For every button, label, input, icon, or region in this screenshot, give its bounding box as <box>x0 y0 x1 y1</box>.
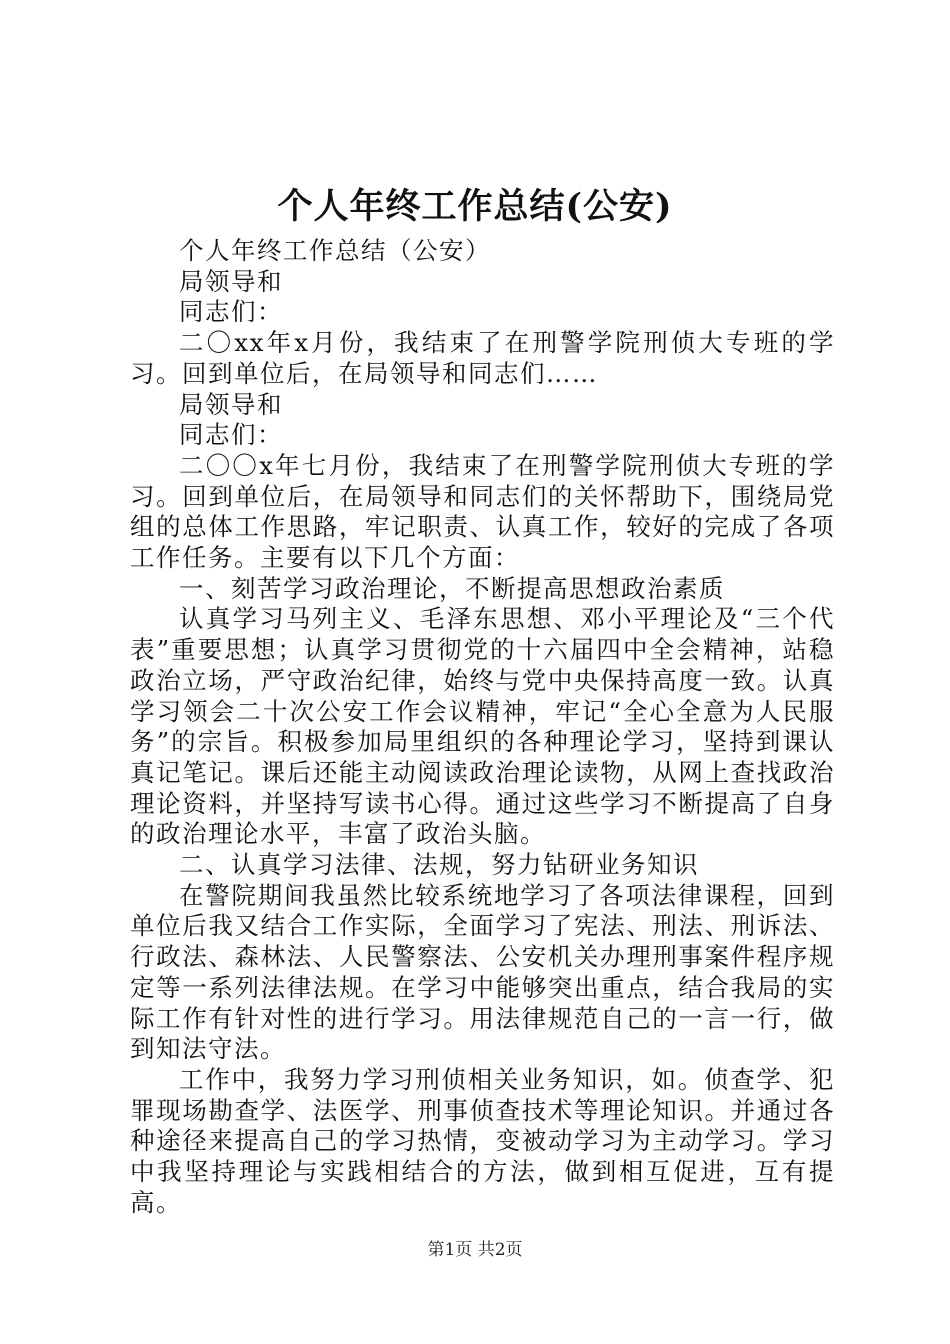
paragraph-intro: 二〇〇x年七月份，我结束了在刑警学院刑侦大专班的学习。回到单位后，在局领导和同志们的关怀帮助下，围绕局党组的总体工作思路，牢记职责、认真工作，较好的完成了各项工作任务。主要有以下几个方面： <box>130 450 835 573</box>
paragraph-salutation-1: 局领导和 <box>179 266 283 296</box>
paragraph-section-2a: 在警院期间我虽然比较系统地学习了各项法律课程，回到单位后我又结合工作实际，全面学习了宪法、刑法、刑诉法、行政法、森林法、人民警察法、公安机关办理刑事案件程序规定等一系列法律法规。在学习中能够突出重点，结合我局的实际工作有针对性的进行学习。用法律规范自己的一言一行，做到知法守法。 <box>130 880 835 1064</box>
section-heading-1: 一、刻苦学习政治理论，不断提高思想政治素质 <box>179 573 725 603</box>
paragraph-salutation-3: 局领导和 <box>179 389 283 419</box>
page-title: 个人年终工作总结(公安) <box>277 186 673 227</box>
paragraph-salutation-2: 同志们： <box>179 297 283 327</box>
section-heading-2: 二、认真学习法律、法规，努力钻研业务知识 <box>179 850 699 880</box>
paragraph-subtitle: 个人年终工作总结（公安） <box>179 236 491 265</box>
page-number-footer: 第1页 共2页 <box>427 1240 523 1260</box>
paragraph-section-1: 认真学习马列主义、毛泽东思想、邓小平理论及“三个代表”重要思想；认真学习贯彻党的十六届四中全会精神，站稳政治立场，严守政治纪律，始终与党中央保持高度一致。认真学习领会二十次公安工作会议精神，牢记“全心全意为人民服务”的宗旨。积极参加局里组织的各种理论学习，坚持到课认真记笔记。课后还能主动阅读政治理论读物，从网上查找政治理论资料，并坚持写读书心得。通过这些学习不断提高了自身的政治理论水平，丰富了政治头脑。 <box>130 604 835 849</box>
paragraph-salutation-4: 同志们： <box>179 420 283 450</box>
paragraph-section-2b: 工作中，我努力学习刑侦相关业务知识，如。侦查学、犯罪现场勘查学、法医学、刑事侦查技术等理论知识。并通过各种途径来提高自己的学习热情，变被动学习为主动学习。学习中我坚持理论与实践相结合的方法，做到相互促进，互有提高。 <box>130 1064 835 1217</box>
document-body <box>130 236 835 1219</box>
paragraph-summary-excerpt: 二〇xx年x月份，我结束了在刑警学院刑侦大专班的学习。回到单位后，在局领导和同志们…… <box>130 328 835 388</box>
